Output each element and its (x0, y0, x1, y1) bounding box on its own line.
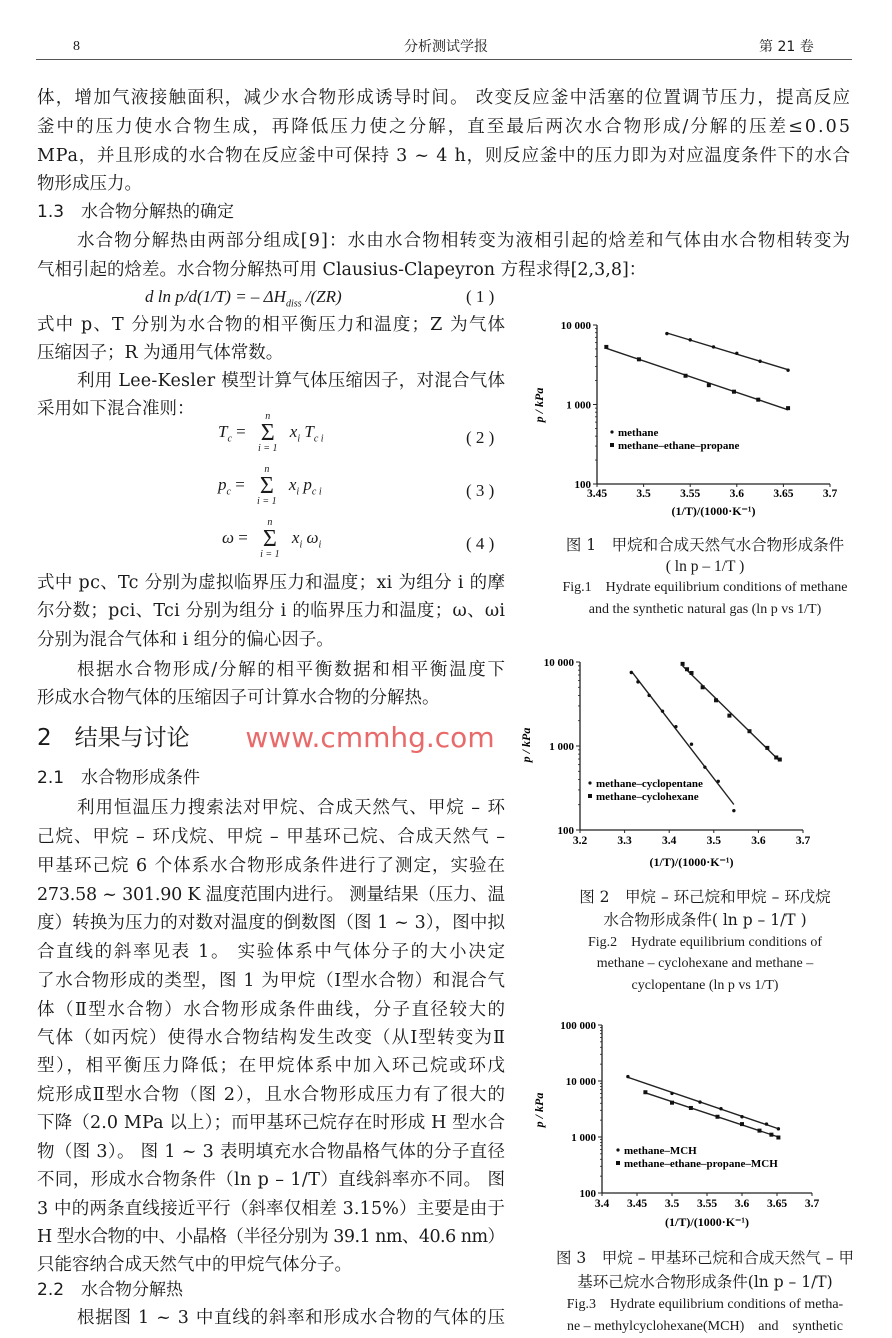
text-line-content: 式中 pc、Tc 分别为虚拟临界压力和温度；xi 为组分 i 的摩 (37, 573, 506, 593)
text-line-content: 烷形成Ⅱ型水合物（图 2），且水合物形成压力有了很大的 (37, 1085, 507, 1105)
text-line-content: 尔分数；pci、Tci 分别为组分 i 的临界压力和温度；ω、ωi (37, 601, 506, 621)
text-line-content: 采用如下混合准则： (37, 399, 195, 419)
data-point-square (758, 1129, 762, 1133)
text-line-content: 气相引起的焓差。水合物分解热可用 Clausius-Clapeyron 方程求得[2,3,8]： (37, 260, 647, 280)
fit-line-2 (606, 348, 788, 409)
text-line-content: 甲基环己烷 6 个体系水合物形成条件进行了测定，实验在 (37, 856, 506, 876)
eq3-term2-sub: c i (311, 486, 322, 498)
x-tick-label: 3.7 (804, 1198, 820, 1210)
page-number: 8 (73, 39, 80, 54)
legend-label: methane–ethane–propane (618, 440, 740, 452)
data-point-dot (689, 338, 692, 341)
data-point-square (689, 1106, 693, 1110)
data-point-square (740, 1122, 744, 1126)
text-line-content: 型），相平衡压力降低；在甲烷体系中加入环己烷或环戊 (37, 1056, 507, 1076)
eq2-lhs: T (218, 421, 228, 441)
x-axis-label: (1/T)/(1000·K⁻¹) (649, 855, 734, 869)
y-tick-label: 1 000 (549, 741, 574, 753)
data-point-square (684, 374, 688, 378)
volume-label: 第 21 卷 (759, 39, 814, 55)
eq2-lower: i = 1 (258, 443, 278, 454)
x-tick-label: 3.5 (664, 1198, 680, 1210)
equation-2-number: ( 2 ) (466, 428, 495, 447)
data-point-dot (661, 709, 664, 712)
text-line-content: 下降（2.0 MPa 以上）；而甲基环己烷存在时形成 H 型水合 (37, 1113, 506, 1133)
data-point-dot (732, 809, 735, 812)
y-tick-label: 10 000 (560, 320, 591, 332)
legend-marker (616, 1148, 619, 1151)
y-tick-label: 10 000 (543, 657, 574, 669)
fig2-caption-en-3: cyclopentane (ln p vs 1/T) (631, 978, 779, 993)
y-tick-label: 100 (574, 479, 591, 491)
y-axis-label: p / kPa (532, 1092, 546, 1128)
data-point-square (747, 729, 751, 733)
x-tick-label: 3.6 (729, 488, 744, 500)
x-tick-label: 3.6 (751, 835, 766, 847)
x-tick-label: 3.45 (586, 488, 608, 500)
x-axis-label: (1/T)/(1000·K⁻¹) (671, 504, 756, 518)
section-heading-2-2: 2.2 水合物分解热 (37, 1280, 184, 1300)
data-point-square (604, 345, 608, 349)
summation-symbol: n Σ i = 1 (258, 411, 278, 454)
data-point-square (716, 1115, 720, 1119)
data-point-square (727, 714, 731, 718)
data-point-square (732, 390, 736, 394)
fig3-caption-cn-1: 图 3 甲烷 – 甲基环己烷和合成天然气 – 甲 (556, 1249, 854, 1267)
eq4-term: x (291, 527, 300, 547)
eq3-lhs-sub: c (226, 486, 231, 498)
data-point-dot (735, 352, 738, 355)
data-point-square (637, 357, 641, 361)
eq4-term-sub: i (299, 539, 303, 551)
text-line-content: 利用 Lee-Kesler 模型计算气体压缩因子，对混合气体 (77, 371, 506, 391)
data-point-square (778, 758, 782, 762)
legend-label: methane–ethane–propane–MCH (624, 1158, 778, 1170)
eq3-upper: n (264, 464, 270, 475)
data-point-dot (630, 671, 633, 674)
data-point-dot (670, 1092, 673, 1095)
text-line-content: 根据图 1 ~ 3 中直线的斜率和形成水合物的气体的压 (77, 1308, 506, 1328)
fig1-caption-en-2: and the synthetic natural gas (ln p vs 1/T) (588, 602, 822, 617)
fig2-caption-en-2: methane – cyclohexane and methane – (596, 956, 814, 971)
legend-label: methane (618, 427, 659, 439)
eq2-term: x (289, 421, 298, 441)
fig3-caption-cn-2: 基环己烷水合物形成条件(ln p – 1/T) (577, 1273, 833, 1291)
data-point-dot (690, 743, 693, 746)
eq4-term2: ω (302, 527, 319, 547)
y-axis-label: p / kPa (532, 387, 546, 423)
section-heading-1-3: 1.3 水合物分解热的确定 (37, 202, 235, 222)
fit-line-1 (667, 333, 788, 370)
watermark: www.cmmhg.com (245, 721, 495, 754)
x-tick-label: 3.2 (572, 835, 588, 847)
legend-marker (588, 794, 592, 798)
fit-line-2 (683, 666, 780, 761)
data-point-dot (765, 1122, 768, 1125)
data-point-dot (636, 680, 639, 683)
fig3-caption-en-2: ne – methylcyclohexane(MCH) and synthetic (566, 1319, 844, 1334)
y-axis-label: p / kPa (519, 727, 533, 763)
eq3-equals: = (235, 474, 245, 494)
text-line-content: 釜中的压力使水合物生成，再降低压力使之分解，直至最后两次水合物形成/分解的压差≤0.05 (37, 117, 853, 137)
chart-fig3 (532, 1020, 819, 1229)
x-tick-label: 3.3 (617, 835, 632, 847)
data-point-square (756, 398, 760, 402)
data-point-square (681, 662, 685, 666)
text-line-content: 气体（如丙烷）使得水合物结构发生改变（从Ⅰ型转变为Ⅱ (37, 1028, 507, 1048)
y-tick-label: 10 000 (565, 1076, 596, 1088)
section-heading-2: 2 结果与讨论 (37, 725, 190, 751)
x-tick-label: 3.4 (594, 1198, 610, 1210)
text-line-content: 合直线的斜率见表 1。 实验体系中气体分子的大小决定 (37, 942, 507, 962)
text-line-content: MPa，并且形成的水合物在反应釜中可保持 3 ~ 4 h，则反应釜中的压力即为对应温度条件下的水合 (37, 146, 851, 166)
y-tick-label: 100 (557, 825, 574, 837)
data-point-square (701, 685, 705, 689)
data-point-dot (674, 725, 677, 728)
x-tick-label: 3.55 (680, 488, 701, 500)
eq2-term-sub: i (297, 433, 301, 445)
fig1-caption-cn-2: ( ln p – 1/T ) (665, 558, 745, 575)
text-line-content: 3 中的两条直线接近平行（斜率仅相差 3.15%）主要是由于 (37, 1199, 506, 1219)
legend-marker (588, 781, 591, 784)
data-point-dot (717, 780, 720, 783)
data-point-square (774, 755, 778, 759)
x-tick-label: 3.5 (636, 488, 651, 500)
eq4-upper: n (267, 517, 273, 528)
eq2-equals: = (236, 421, 246, 441)
fig1-caption-cn-1: 图 1 甲烷和合成天然气水合物形成条件 (565, 536, 845, 554)
data-point-square (670, 1101, 674, 1105)
eq3-lhs: p (218, 474, 227, 494)
legend-label: methane–cyclohexane (596, 791, 699, 803)
text-line-content: 体（Ⅱ型水合物）水合物形成条件曲线，分子直径较大的 (37, 1000, 507, 1020)
y-tick-label: 1 000 (571, 1132, 596, 1144)
data-point-dot (647, 694, 650, 697)
fig3-caption-en-1: Fig.3 Hydrate equilibrium conditions of metha- (566, 1297, 844, 1312)
data-point-dot (758, 360, 761, 363)
x-tick-label: 3.7 (822, 488, 838, 500)
data-point-dot (777, 1127, 780, 1130)
text-line-content: 水合物分解热由两部分组成[9]：水由水合物相转变为液相引起的焓差和气体由水合物相转变为 (77, 231, 852, 251)
text-line-content: 己烷、甲烷 – 环戊烷、甲烷 – 甲基环己烷、合成天然气 – (37, 827, 507, 847)
x-tick-label: 3.65 (773, 488, 794, 500)
x-tick-label: 3.55 (696, 1198, 718, 1210)
x-tick-label: 3.6 (734, 1198, 750, 1210)
data-point-dot (665, 332, 668, 335)
summation-symbol: n Σ i = 1 (260, 517, 280, 560)
eq3-term-sub: i (296, 486, 300, 498)
eq2-term2: T (300, 421, 314, 441)
eq4-term2-sub: i (318, 539, 322, 551)
eq2-upper: n (265, 411, 271, 422)
data-point-square (690, 671, 694, 675)
text-line-content: H 型水合物的中、小晶格（半径分别为 39.1 nm、40.6 nm） (37, 1227, 505, 1247)
section-heading-2-1: 2.1 水合物形成条件 (37, 768, 201, 788)
journal-title: 分析测试学报 (404, 39, 488, 55)
text-line-content: 不同，形成水合物条件（ln p – 1/T）直线斜率亦不同。 图 (37, 1170, 506, 1190)
equation-1-number: ( 1 ) (466, 287, 495, 306)
data-point-square (707, 383, 711, 387)
text-line-content: 了水合物形成的类型，图 1 为甲烷（Ⅰ型水合物）和混合气 (37, 971, 506, 991)
summation-symbol: n Σ i = 1 (257, 464, 277, 507)
fig2-caption-cn-2: 水合物形成条件( ln p – 1/T ) (603, 911, 807, 929)
x-tick-label: 3.5 (706, 835, 721, 847)
text-line-content: 度）转换为压力的对数对温度的倒数图（图 1 ~ 3），图中拟 (37, 913, 506, 933)
text-line-content: 式中 p、T 分别为水合物的相平衡压力和温度；Z 为气体 (37, 315, 507, 335)
equation-1-sub: diss (285, 298, 302, 310)
data-point-dot (626, 1075, 629, 1078)
eq3-lower: i = 1 (257, 496, 277, 507)
data-point-square (769, 1133, 773, 1137)
data-point-square (765, 746, 769, 750)
fit-line-1 (628, 1077, 779, 1128)
legend-marker (616, 1161, 620, 1165)
eq2-term2-sub: c i (313, 433, 324, 445)
x-tick-label: 3.45 (626, 1198, 648, 1210)
text-line-content: 压缩因子；R 为通用气体常数。 (37, 343, 284, 363)
text-line-content: 分别为混合气体和 i 组分的偏心因子。 (37, 630, 334, 650)
x-axis-label: (1/T)/(1000·K⁻¹) (665, 1215, 749, 1229)
text-line-content: 物（图 3）。 图 1 ~ 3 表明填充水合物晶格气体的分子直径 (37, 1142, 506, 1162)
y-tick-label: 1 000 (566, 399, 591, 412)
eq4-lower: i = 1 (260, 549, 280, 560)
legend-label: methane–cyclopentane (596, 778, 703, 790)
text-line-content: 只能容纳合成天然气中的甲烷气体分子。 (37, 1255, 352, 1275)
eq2-lhs-sub: c (227, 433, 232, 445)
text-line-content: 物形成压力。 (37, 174, 142, 194)
chart-fig2 (519, 657, 810, 869)
text-line-content: 根据水合物形成/分解的相平衡数据和相平衡温度下 (77, 660, 507, 680)
text-line-content: 体，增加气液接触面积，减少水合物形成诱导时间。 改变反应釜中活塞的位置调节压力，提高反应 (37, 88, 852, 108)
equation-1-lhs: d ln p/d(1/T) = – ΔH (145, 287, 286, 306)
data-point-square (776, 1135, 780, 1139)
data-point-dot (786, 369, 789, 372)
data-point-square (714, 698, 718, 702)
x-tick-label: 3.65 (766, 1198, 788, 1210)
data-point-dot (698, 1100, 701, 1103)
eq4-equals: = (238, 527, 248, 547)
data-point-dot (719, 1107, 722, 1110)
y-tick-label: 100 000 (560, 1020, 596, 1032)
equation-4-number: ( 4 ) (466, 534, 495, 553)
data-point-square (643, 1090, 647, 1094)
x-tick-label: 3.4 (662, 835, 677, 847)
legend-marker (610, 443, 614, 447)
text-line-content: 273.58 ~ 301.90 K 温度范围内进行。 测量结果（压力、温 (37, 885, 505, 905)
data-point-dot (740, 1115, 743, 1118)
x-tick-label: 3.7 (795, 835, 811, 847)
fig1-caption-en-1: Fig.1 Hydrate equilibrium conditions of methane (562, 580, 848, 595)
legend-marker (610, 430, 613, 433)
eq3-term2: p (299, 474, 312, 494)
y-tick-label: 100 (579, 1188, 596, 1200)
data-point-dot (712, 345, 715, 348)
text-line-content: 形成水合物气体的压缩因子可计算水合物的分解热。 (37, 688, 440, 708)
text-line-content: 利用恒温压力搜索法对甲烷、合成天然气、甲烷 – 环 (77, 798, 506, 818)
fig2-caption-en-1: Fig.2 Hydrate equilibrium conditions of (587, 935, 823, 950)
data-point-square (786, 406, 790, 410)
data-point-dot (703, 765, 706, 768)
fig2-caption-cn-1: 图 2 甲烷 – 环己烷和甲烷 – 环戊烷 (579, 888, 831, 906)
eq3-term: x (288, 474, 297, 494)
equation-1-rhs: /(ZR) (301, 287, 342, 306)
eq4-lhs: ω (222, 527, 235, 547)
data-point-square (685, 667, 689, 671)
equation-3-number: ( 3 ) (466, 481, 495, 500)
chart-fig1 (532, 320, 837, 518)
legend-label: methane–MCH (624, 1145, 697, 1157)
